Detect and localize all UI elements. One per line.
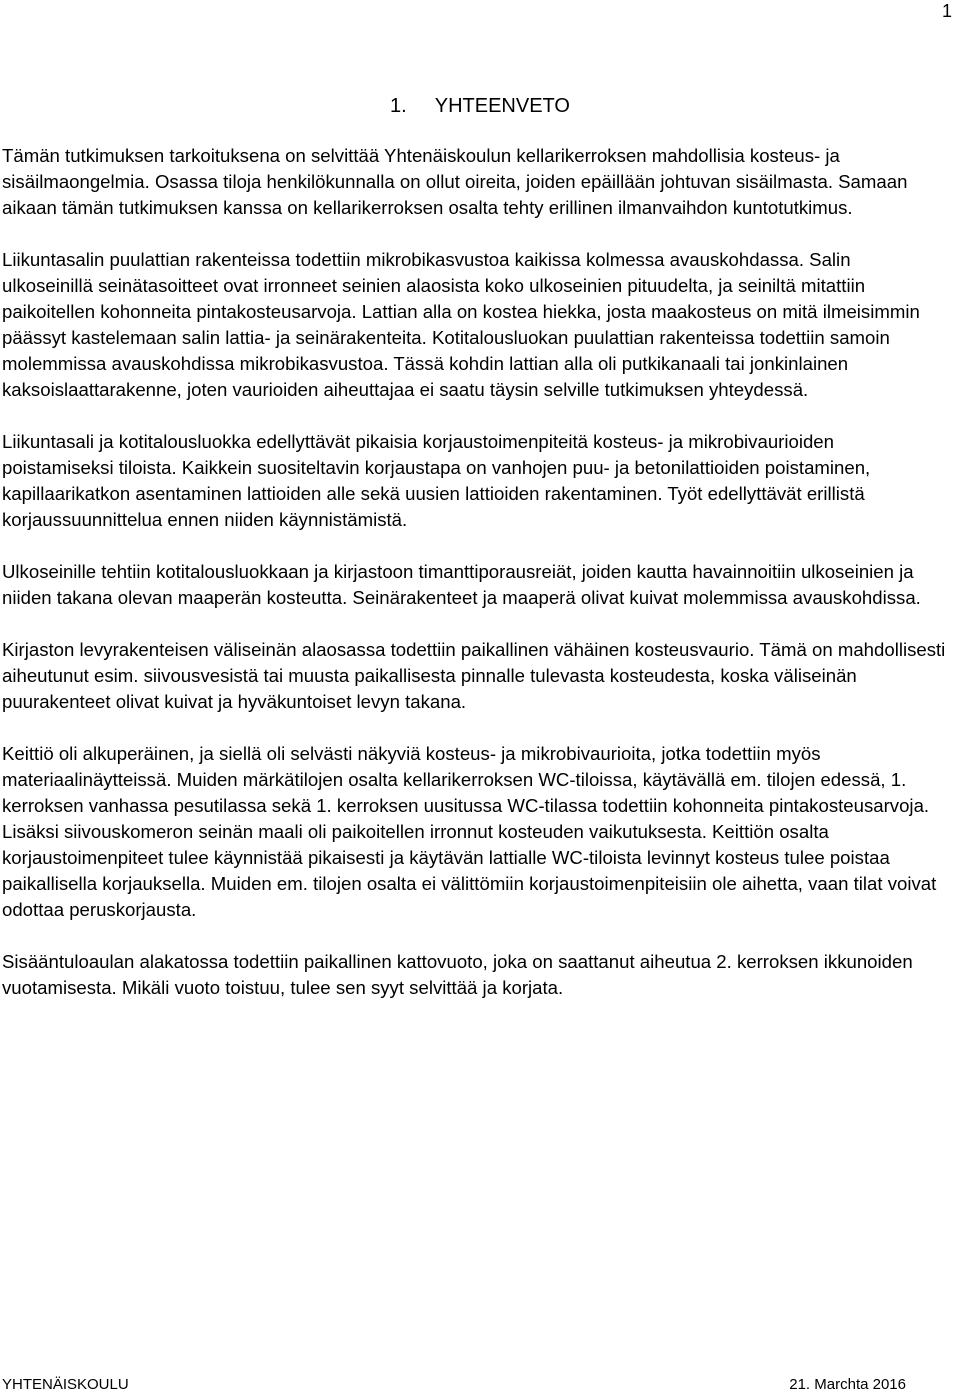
footer-date: 21. Marchta 2016 <box>789 1376 906 1393</box>
summary-body <box>2 143 946 1027</box>
section-title: YHTEENVETO <box>434 95 570 117</box>
section-number: 1. <box>390 95 407 117</box>
footer-school-name: YHTENÄISKOULU <box>2 1376 129 1393</box>
paragraph: Sisääntuloaulan alakatossa todettiin paikallinen kattovuoto, joka on saattanut aiheutua 2. kerroksen ikkunoiden vuotamisesta. Mikäli vuoto toistuu, tulee sen syyt selvittää ja korjata. <box>2 951 913 998</box>
paragraph: Liikuntasalin puulattian rakenteissa todettiin mikrobikasvustoa kaikissa kolmessa avauskohdassa. Salin ulkoseinillä seinätasoitteet ovat irronneet seinien alaosista koko ulkoseinien pituudelta, ja seiniltä mitattiin paikoitellen kohonneita pintakosteusarvoja. Lattian alla on kostea hiekka, josta maakosteus on mitä ilmeisimmin päässyt kastelemaan salin lattia- ja seinärakenteita. Kotitalousluokan puulattian rakenteissa todettiin samoin molemmissa avauskohdissa mikrobikasvustoa. Tässä kohdin lattian alla oli putkikanaali tai jonkinlainen kaksoislaattarakenne, joten vaurioiden aiheuttajaa ei saatu täysin selville tutkimuksen yhteydessä. <box>2 249 920 400</box>
paragraph: Liikuntasali ja kotitalousluokka edellyttävät pikaisia korjaustoimenpiteitä kosteus- ja mikrobivaurioiden poistamiseksi tiloista. Kaikkein suositeltavin korjaustapa on vanhojen puu- ja betonilattioiden poistaminen, kapillaarikatkon asentaminen lattioiden alle sekä uusien lattioiden rakentaminen. Työt edellyttävät erillistä korjaussuunnittelua ennen niiden käynnistämistä. <box>2 431 871 530</box>
paragraph: Ulkoseinille tehtiin kotitalousluokkaan ja kirjastoon timanttiporausreiät, joiden kautta havainnoitiin ulkoseinien ja niiden takana olevan maaperän kosteutta. Seinärakenteet ja maaperä olivat kuivat molemmissa avauskohdissa. <box>2 561 921 608</box>
paragraph: Keittiö oli alkuperäinen, ja siellä oli selvästi näkyviä kosteus- ja mikrobivaurioita, jotka todettiin myös materiaalinäytteissä. Muiden märkätilojen osalta kellarikerroksen WC-tiloissa, käytävällä em. tilojen edessä, 1. kerroksen vanhassa pesutilassa sekä 1. kerroksen uusitussa WC-tilassa todettiin kohonneita pintakosteusarvoja. Lisäksi siivouskomeron seinän maali oli paikoitellen irronnut kosteuden vaikutuksesta. Keittiön osalta korjaustoimenpiteet tulee käynnistää pikaisesti ja käytävän lattialle WC-tiloista levinnyt kosteus tulee poistaa paikallisella korjauksella. Muiden em. tilojen osalta ei välittömiin korjaustoimenpiteisiin ole aihetta, vaan tilat voivat odottaa peruskorjausta. <box>2 743 937 920</box>
page-number: 1 <box>941 1 952 21</box>
paragraph: Tämän tutkimuksen tarkoituksena on selvittää Yhtenäiskoulun kellarikerroksen mahdollisia kosteus- ja sisäilmaongelmia. Osassa tiloja henkilökunnalla on ollut oireita, joiden epäillään johtuvan sisäilmasta. Samaan aikaan tämän tutkimuksen kanssa on kellarikerroksen osalta tehty erillinen ilmanvaihdon kuntotutkimus. <box>2 145 908 218</box>
section-heading <box>0 94 960 118</box>
paragraph: Kirjaston levyrakenteisen väliseinän alaosassa todettiin paikallinen vähäinen kosteusvaurio. Tämä on mahdollisesti aiheutunut esim. siivousvesistä tai muusta paikallisesta pinnalle tulevasta kosteudesta, koska väliseinän puurakenteet olivat kuivat ja hyväkuntoiset levyn takana. <box>2 639 946 712</box>
